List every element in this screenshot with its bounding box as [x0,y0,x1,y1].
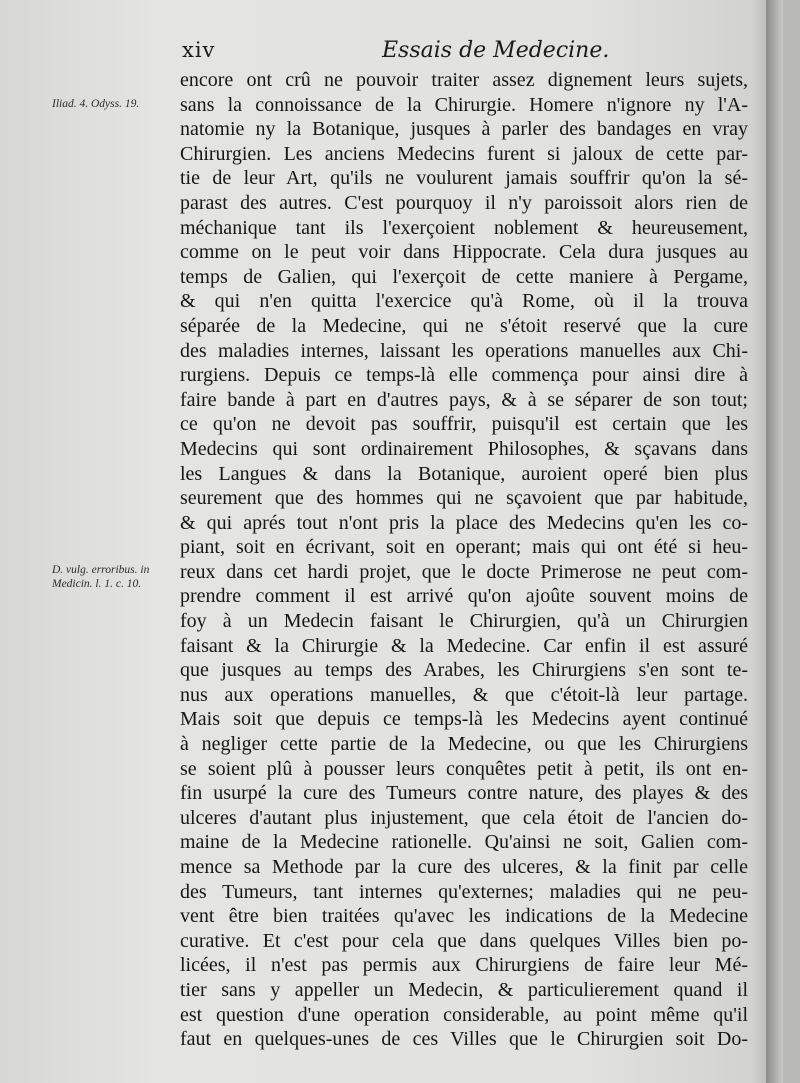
text-line: foy à un Medecin faisant le Chirurgien, qu'à un Chirurgien [180,610,748,633]
text-line: faire bande à part en d'autres pays, & à se séparer de son tout; [180,388,748,411]
page-gutter [766,0,783,1083]
text-line: les Langues & dans la Botanique, auroient operé bien plus [180,462,748,485]
text-line: encore ont crû ne pouvoir traiter assez dignement leurs sujets, [180,69,748,91]
page-number: xiv [182,38,216,62]
text-line: des maladies internes, laissant les operations manuelles aux Chi- [180,339,748,362]
text-line: comme on le peut voir dans Hippocrate. Cela dura jusques au [180,241,748,264]
text-line: prendre comment il est arrivé qu'on ajoûte souvent moins de [180,585,748,608]
text-line: parast des autres. C'est pourquoy il n'y paroissoit alors rien de [180,191,748,214]
text-line: séparée de la Medecine, qui ne s'étoit reservé que la cure [180,314,748,337]
text-line: tier sans y appeller un Medecin, & particulierement quand il [180,978,748,1001]
text-line: piant, soit en écrivant, soit en operant; mais qui ont été si heu- [180,536,748,559]
text-line: ulceres d'autant plus injustement, que cela étoit de l'ancien do- [180,806,748,829]
text-line: natomie ny la Botanique, jusques à parler des bandages en vray [180,118,748,141]
text-line: vent être bien traitées qu'avec les indications de la Medecine [180,905,748,928]
body-text [180,68,748,1052]
text-line: méchanique tant ils l'exerçoient noblement & heureusement, [180,216,748,239]
text-line: à negliger cette partie de la Medecine, ou que les Chirurgiens [180,733,748,756]
text-line: est question d'une operation considerable, au point même qu'il [180,1003,748,1026]
text-line: faisant & la Chirurgie & la Medecine. Car enfin il est assuré [180,634,748,657]
text-line: & qui n'en quitta l'exercice qu'à Rome, où il la trouva [180,290,748,313]
text-line: faut en quelques-unes de ces Villes que le Chirurgien soit Do- [180,1028,748,1051]
text-line: seurement que des hommes qui ne sçavoient que par habitude, [180,487,748,510]
text-line: nus aux operations manuelles, & que c'étoit-là leur partage. [180,683,748,706]
running-title: Essais de Medecine. [382,38,610,63]
margin-note-primerose: D. vulg. erroribus. in Medicin. l. 1. c. 10. [52,564,150,590]
text-line: Medecins qui sont ordinairement Philosophes, & sçavans dans [180,437,748,460]
text-line: temps de Galien, qui l'exerçoit de cette maniere à Pergame, [180,265,748,288]
text-line: fin usurpé la cure des Tumeurs contre nature, des playes & des [180,782,748,805]
text-line: licées, il n'est pas permis aux Chirurgiens de faire leur Mé- [180,954,748,977]
text-line: Chirurgien. Les anciens Medecins furent si jaloux de cette par- [180,142,748,165]
text-line: rurgiens. Depuis ce temps-là elle commença pour ainsi dire à [180,364,748,387]
text-line: ce qu'on ne devoit pas souffrir, puisqu'il est certain que les [180,413,748,436]
text-line: curative. Et c'est pour cela que dans quelques Villes bien po- [180,929,748,952]
margin-note-iliad: Iliad. 4. Odyss. 19. [52,98,140,110]
text-line: maine de la Medecine rationelle. Qu'ainsi ne soit, Galien com- [180,831,748,854]
text-line: sans la connoissance de la Chirurgie. Homere n'ignore ny l'A- [180,93,748,116]
text-line: que jusques au temps des Arabes, les Chirurgiens s'en sont te- [180,659,748,682]
text-line: mence sa Methode par la cure des ulceres, & la finit par celle [180,856,748,878]
text-line: & qui aprés tout n'ont pris la place des Medecins qu'en les co- [180,511,748,534]
running-head [182,38,752,68]
text-line: Mais soit que depuis ce temps-là les Medecins ayent continué [180,708,748,731]
text-line: se soient plû à pousser leurs conquêtes petit à petit, ils ont en- [180,757,748,780]
text-line: tie de leur Art, qu'ils ne voulurent jamais souffrir qu'on la sé- [180,167,748,190]
text-line: des Tumeurs, tant internes qu'externes; maladies qui ne peu- [180,880,748,903]
text-line: reux dans cet hardi projet, que le docte Primerose ne peut com- [180,560,748,583]
